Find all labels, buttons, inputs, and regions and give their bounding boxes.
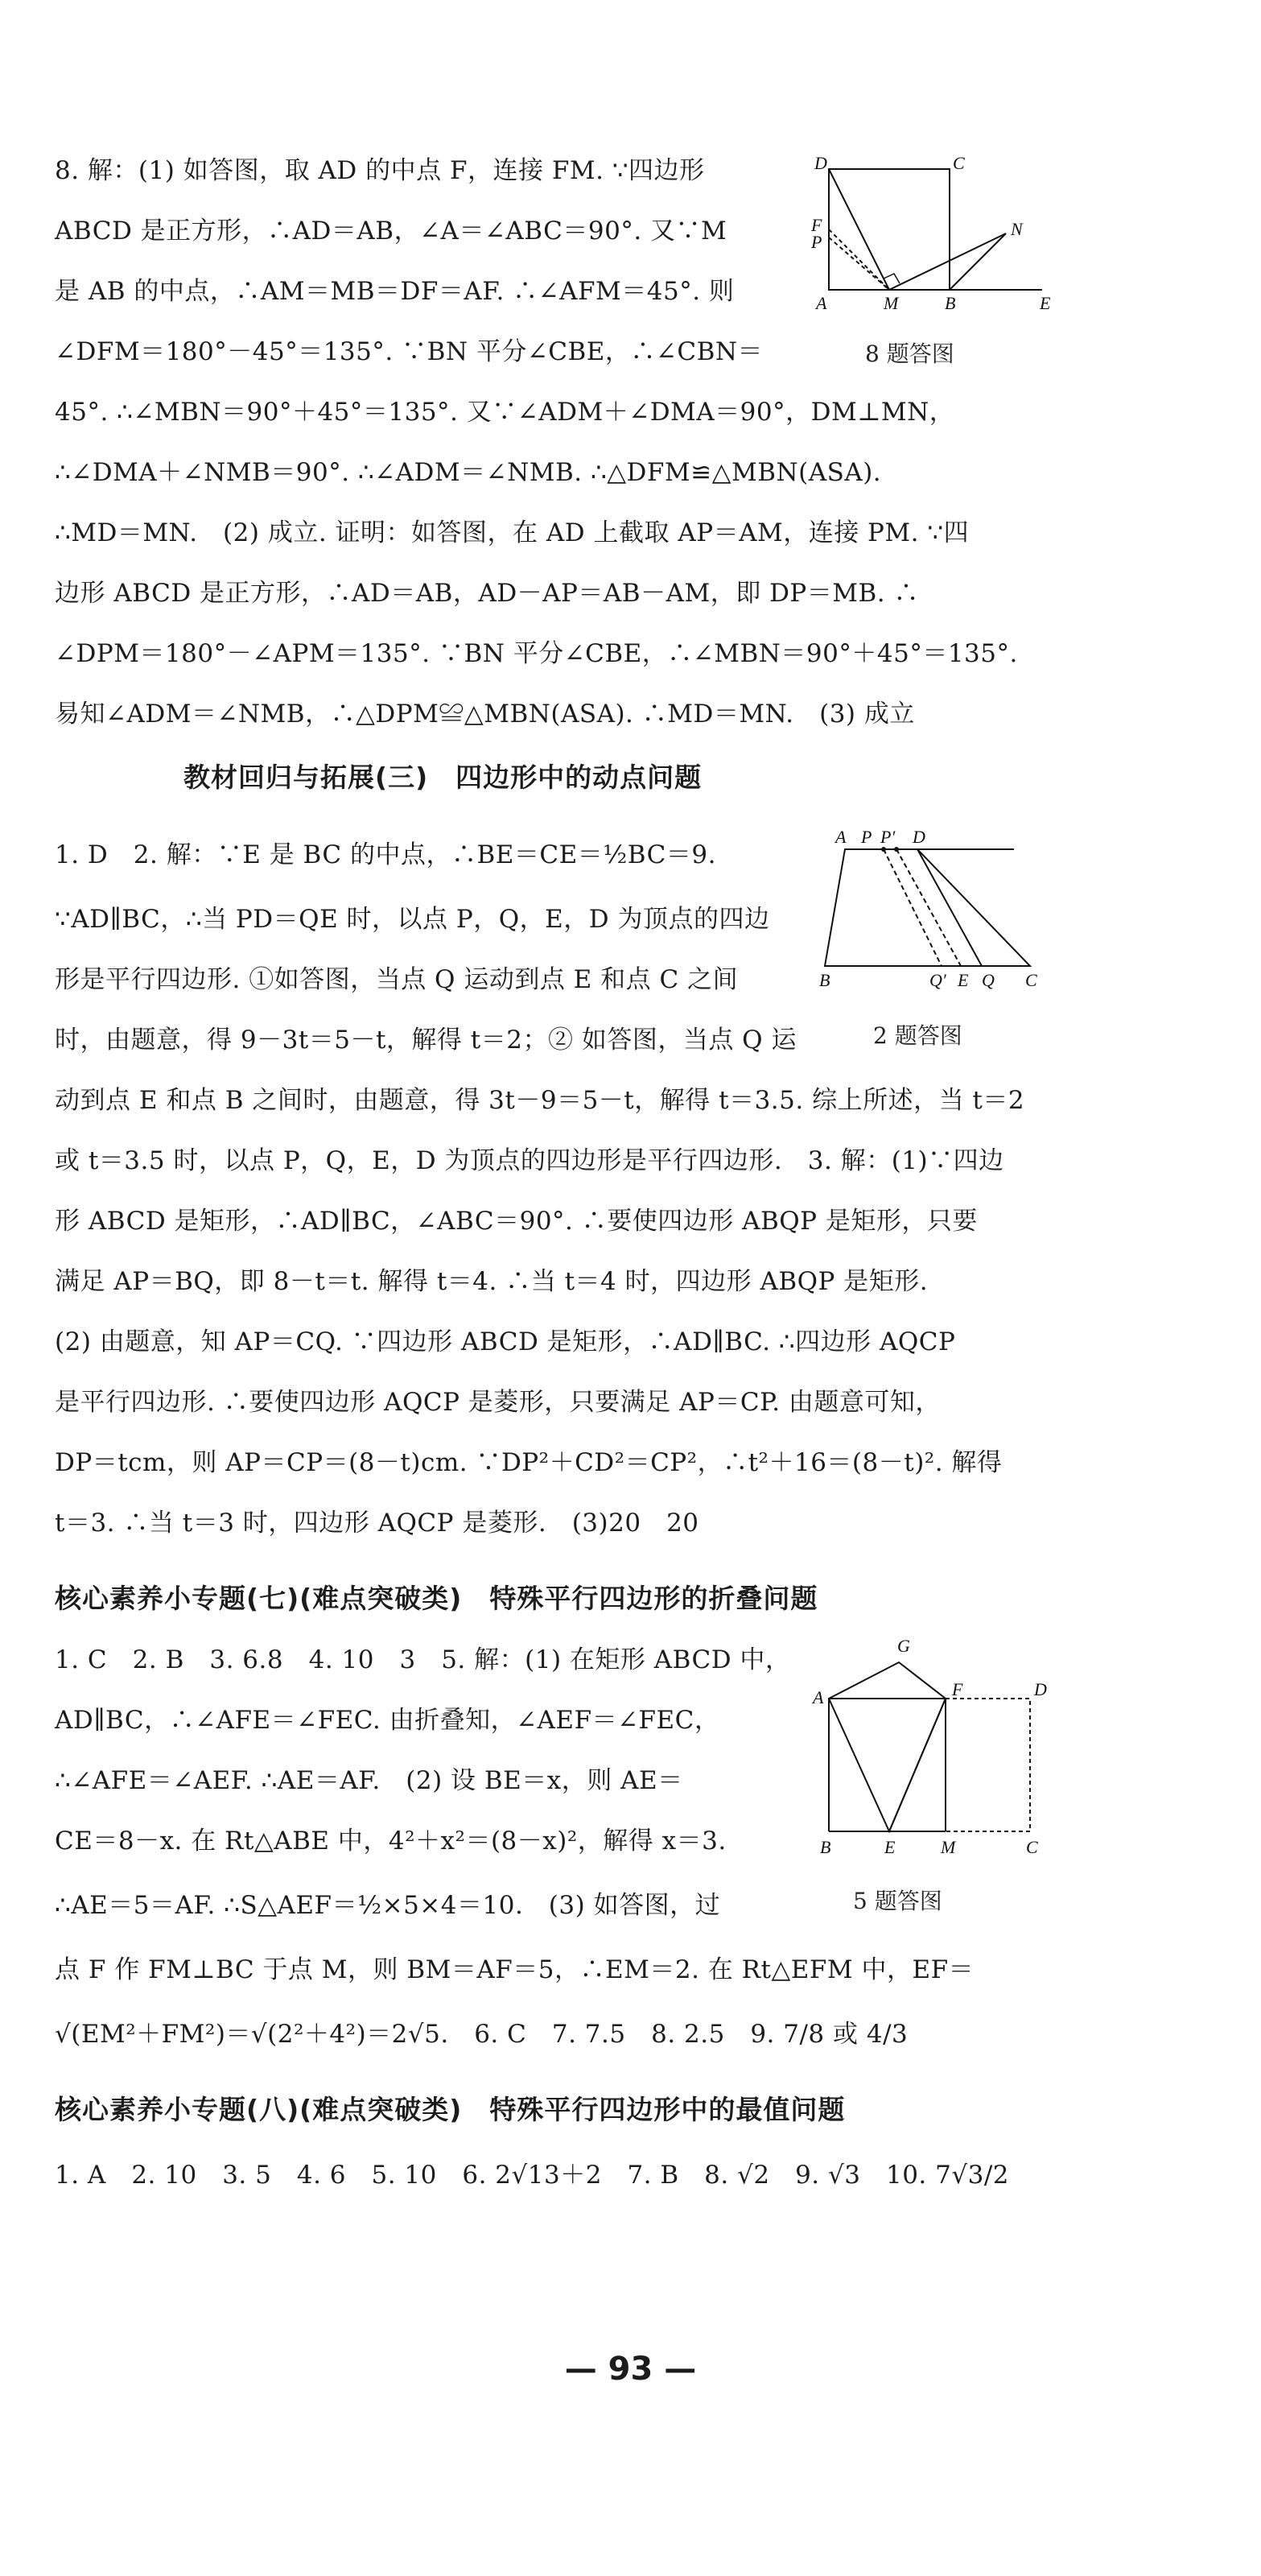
fig2-label-e: E [958, 970, 969, 990]
section-3-title: 教材回归与拓展(三) 四边形中的动点问题 [183, 762, 703, 793]
s7-line-2: AD∥BC，∴∠AFE＝∠FEC. 由折叠知，∠AEF＝∠FEC， [55, 1706, 720, 1735]
fig2-label-q-prime: Q′ [929, 970, 946, 990]
s7-line-6: 点 F 作 FM⊥BC 于点 M，则 BM＝AF＝5，∴EM＝2. 在 Rt△EFM 中，EF＝ [55, 1955, 975, 1984]
s3-line-12: t＝3. ∴当 t＝3 时，四边形 AQCP 是菱形. (3)20 20 [55, 1509, 699, 1538]
s7-line-1: 1. C 2. B 3. 6.8 4. 10 3 5. 解：(1) 在矩形 ABCD 中， [55, 1645, 791, 1674]
q8-line-10: 易知∠ADM＝∠NMB，∴△DPM≌△MBN(ASA). ∴MD＝MN. (3) 成立 [55, 700, 915, 729]
fig5-label-a: A [813, 1687, 824, 1707]
q8-line-4: ∠DFM＝180°－45°＝135°. ∵BN 平分∠CBE，∴∠CBN＝ [55, 337, 764, 366]
q8-line-8: 边形 ABCD 是正方形，∴AD＝AB，AD－AP＝AB－AM，即 DP＝MB. ∴ [55, 579, 920, 608]
figure-2-caption: 2 题答图 [873, 1022, 962, 1049]
fig2-label-b: B [819, 970, 830, 990]
q8-line-6: ∴∠DMA＋∠NMB＝90°. ∴∠ADM＝∠NMB. ∴△DFM≌△MBN(ASA). [55, 458, 882, 487]
fig8-label-p: P [811, 232, 822, 252]
fig5-label-b: B [820, 1837, 831, 1857]
figure-5-caption: 5 题答图 [853, 1888, 942, 1914]
fig5-label-m: M [941, 1837, 956, 1857]
page-number: — 93 — [564, 2351, 697, 2388]
s7-line-5: ∴AE＝5＝AF. ∴S△AEF＝½×5×4＝10. (3) 如答图，过 [55, 1891, 721, 1920]
s3-line-2: ∵AD∥BC，∴当 PD＝QE 时，以点 P，Q，E，D 为顶点的四边 [55, 905, 770, 934]
fig2-label-q: Q [982, 970, 995, 990]
s3-line-7: 形 ABCD 是矩形，∴AD∥BC，∠ABC＝90°. ∴要使四边形 ABQP 是矩形，只要 [55, 1207, 978, 1236]
fig8-label-m: M [884, 293, 899, 313]
s7-line-7: √(EM²＋FM²)＝√(2²＋4²)＝2√5. 6. C 7. 7.5 8. 2.5 9. 7/8 或 4/3 [55, 2020, 909, 2049]
s8-answers: 1. A 2. 10 3. 5 4. 6 5. 10 6. 2√13＋2 7. B 8. √2 9. √3 10. 7√3/2 [55, 2161, 1010, 2190]
fig8-label-f: F [811, 215, 822, 235]
figure-8-caption: 8 题答图 [865, 341, 954, 367]
q8-line-7: ∴MD＝MN. (2) 成立. 证明：如答图，在 AD 上截取 AP＝AM，连接 PM. ∵四 [55, 518, 970, 547]
fig2-label-p-prime: P′ [880, 827, 896, 847]
q8-line-5: 45°. ∴∠MBN＝90°＋45°＝135°. 又∵∠ADM＋∠DMA＝90°，DM⊥MN， [55, 398, 955, 427]
s3-line-6: 或 t＝3.5 时，以点 P，Q，E，D 为顶点的四边形是平行四边形. 3. 解：(1)∵四边 [55, 1146, 1004, 1175]
section-8-title: 核心素养小专题(八)(难点突破类) 特殊平行四边形中的最值问题 [55, 2094, 846, 2125]
figure-8-diagram [797, 145, 1070, 330]
fig5-label-c: C [1026, 1837, 1038, 1857]
fig2-label-p: P [861, 827, 872, 847]
s3-line-4: 时，由题意，得 9－3t＝5－t，解得 t＝2；② 如答图，当点 Q 运 [55, 1026, 797, 1055]
fig8-label-b: B [945, 293, 956, 313]
fig8-label-n: N [1011, 219, 1023, 239]
figure-2-diagram [813, 825, 1054, 994]
fig5-label-f: F [952, 1679, 963, 1699]
s3-line-8: 满足 AP＝BQ，即 8－t＝t. 解得 t＝4. ∴当 t＝4 时，四边形 ABQP 是矩形. [55, 1267, 929, 1296]
s3-line-9: (2) 由题意，知 AP＝CQ. ∵四边形 ABCD 是矩形，∴AD∥BC. ∴四边形 AQCP [55, 1327, 956, 1356]
q8-line-9: ∠DPM＝180°－∠APM＝135°. ∵BN 平分∠CBE，∴∠MBN＝90°＋45°＝135°. [55, 639, 1018, 668]
s3-line-11: DP＝tcm，则 AP＝CP＝(8－t)cm. ∵DP²＋CD²＝CP²，∴t²＋16＝(8－t)². 解得 [55, 1448, 1003, 1477]
s3-line-10: 是平行四边形. ∴要使四边形 AQCP 是菱形，只要满足 AP＝CP. 由题意可知， [55, 1388, 941, 1417]
section-7-title: 核心素养小专题(七)(难点突破类) 特殊平行四边形的折叠问题 [55, 1583, 818, 1614]
fig8-label-e: E [1040, 293, 1051, 313]
fig8-label-a: A [816, 293, 827, 313]
fig8-label-c: C [953, 153, 965, 173]
s7-line-3: ∴∠AFE＝∠AEF. ∴AE＝AF. (2) 设 BE＝x，则 AE＝ [55, 1766, 683, 1795]
fig2-label-d: D [913, 827, 925, 847]
s3-line-5: 动到点 E 和点 B 之间时，由题意，得 3t－9＝5－t，解得 t＝3.5. 综上所述，当 t＝2 [55, 1086, 1025, 1115]
s7-line-4: CE＝8－x. 在 Rt△ABE 中，4²＋x²＝(8－x)²，解得 x＝3. [55, 1827, 727, 1856]
fig5-label-e: E [884, 1837, 896, 1857]
q8-line-1: 8. 解：(1) 如答图，取 AD 的中点 F，连接 FM. ∵四边形 [55, 156, 705, 185]
fig2-label-a: A [835, 827, 847, 847]
s3-line-3: 形是平行四边形. ①如答图，当点 Q 运动到点 E 和点 C 之间 [55, 965, 739, 994]
fig2-label-c: C [1025, 970, 1037, 990]
figure-5-diagram [809, 1634, 1066, 1868]
fig5-label-d: D [1034, 1679, 1047, 1699]
fig8-label-d: D [814, 153, 827, 173]
q8-line-3: 是 AB 的中点，∴AM＝MB＝DF＝AF. ∴∠AFM＝45°. 则 [55, 277, 735, 306]
fig5-label-g: G [897, 1636, 910, 1656]
s3-line-1: 1. D 2. 解：∵E 是 BC 的中点，∴BE＝CE＝½BC＝9. [55, 840, 716, 869]
q8-line-2: ABCD 是正方形，∴AD＝AB，∠A＝∠ABC＝90°. 又∵M [55, 217, 727, 246]
